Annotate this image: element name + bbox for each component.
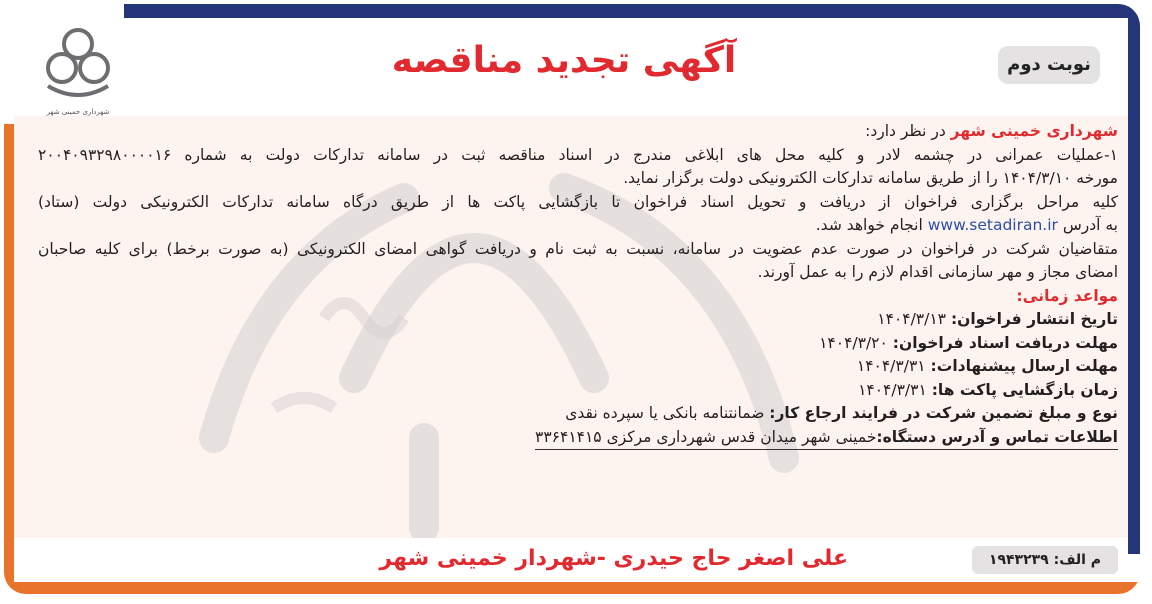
ad-footer (14, 538, 1128, 582)
logo-caption: شهرداری خمینی شهر (46, 108, 110, 116)
signature-line: علی اصغر حاج حیدری -شهردار خمینی شهر (379, 546, 848, 571)
schedule-value: ۱۴۰۴/۳/۳۱ (856, 357, 931, 375)
schedule-item (38, 355, 1118, 379)
municipality-emblem-icon (28, 22, 128, 106)
guarantee-label: نوع و مبلغ تضمین شرکت در فرایند ارجاع کار: (769, 404, 1118, 422)
paragraph-3-line-2: امضای مجاز و مهر سازمانی اقدام لازم را به عمل آورند. (757, 263, 1118, 281)
schedule-label: مهلت دریافت اسناد فراخوان: (892, 333, 1118, 352)
schedule-value: ۱۴۰۴/۳/۱۳ (877, 310, 951, 328)
schedule-label: تاریخ انتشار فراخوان: (950, 310, 1118, 328)
ad-inner-panel (14, 18, 1128, 582)
address-prefix: به آدرس (1057, 216, 1118, 234)
municipality-logo (28, 22, 128, 116)
paragraph-3-line-1: متقاضیان شرکت در فراخوان در صورت عدم عضویت در سامانه، نسبت به ثبت نام و دریافت گواهی امضای الکترونیکی (به صورت برخط) برای کلیه صاحبان (38, 239, 1118, 258)
address-suffix: انجام خواهد شد. (815, 216, 928, 234)
top-border-stripe (124, 4, 1140, 18)
paragraph-2-line-1: کلیه مراحل برگزاری فراخوان از دریافت و تحویل اسناد فراخوان تا بازگشایی پاکت ها از طریق درگاه سامانه تدارکات الکترونیکی دولت (ستاد) (38, 192, 1118, 211)
schedule-item (38, 308, 1118, 332)
schedule-item (38, 379, 1118, 403)
reference-number-badge: م الف: ۱۹۴۳۲۳۹ (972, 546, 1118, 574)
intro-line (38, 120, 1118, 144)
guarantee-value: ضمانتنامه بانکی یا سپرده نقدی (565, 404, 770, 422)
schedule-value: ۱۴۰۴/۳/۳۱ (858, 380, 932, 399)
schedule-value: ۱۴۰۴/۳/۲۰ (819, 333, 893, 352)
ad-frame (4, 4, 1140, 594)
schedule-heading: مواعد زمانی: (1016, 286, 1118, 305)
left-border-stripe (4, 124, 14, 594)
contact-value: خمینی شهر میدان قدس شهرداری مرکزی ۳۳۶۴۱۴۱۵ (535, 427, 877, 446)
guarantee-line (38, 402, 1118, 426)
paragraph-1-line-1: ۱-عملیات عمرانی در چشمه لادر و کلیه محل های ابلاغی مندرج در اسناد مناقصه ثبت در سامانه تدارکات دولت به شماره ۲۰۰۴۰۹۳۲۹۸۰۰۰۰۱۶ (38, 145, 1118, 164)
intro-text: در نظر دارد: (865, 122, 951, 140)
page-title: آگهی تجدید مناقصه (391, 40, 737, 81)
schedule-item (38, 332, 1118, 356)
schedule-label: زمان بازگشایی پاکت ها: (931, 380, 1118, 399)
right-border-stripe (1128, 4, 1140, 554)
schedule-label: مهلت ارسال پیشنهادات: (930, 357, 1118, 375)
bottom-border-stripe (4, 582, 1140, 594)
organization-name: شهرداری خمینی شهر (950, 122, 1118, 140)
ad-content (38, 120, 1118, 450)
contact-line (38, 426, 1118, 451)
paragraph-2-line-2 (38, 214, 1118, 238)
round-badge: نوبت دوم (998, 46, 1100, 84)
contact-label: اطلاعات تماس و آدرس دستگاه: (876, 427, 1118, 446)
setadiran-link[interactable]: www.setadiran.ir (927, 216, 1058, 234)
paragraph-1-line-2: مورخه ۱۴۰۴/۳/۱۰ را از طریق سامانه تدارکات الکترونیکی دولت برگزار نماید. (623, 169, 1118, 187)
